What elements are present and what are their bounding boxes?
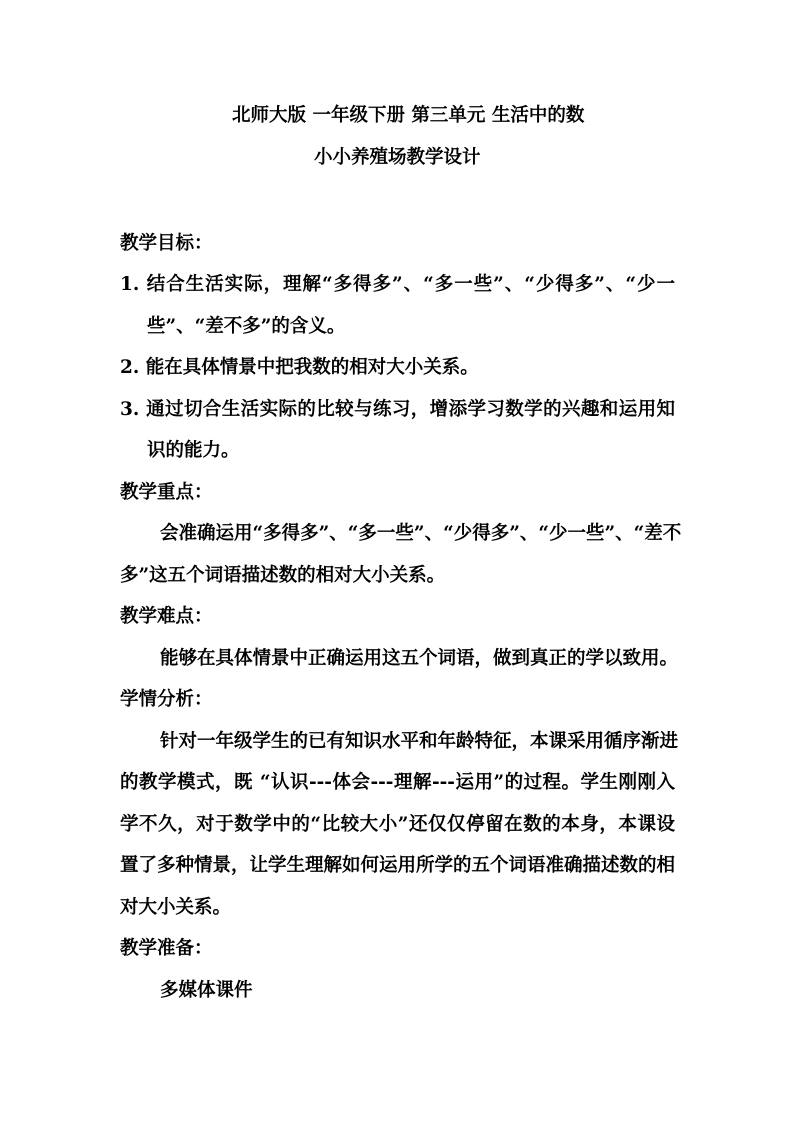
analysis-heading: 学情分析： — [120, 689, 213, 710]
objective-item-3-line-2: 识的能力。 — [147, 440, 240, 461]
analysis-line-1: 针对一年级学生的已有知识水平和年龄特征，本课采用循序渐进 — [160, 731, 679, 752]
analysis-line-2: 的教学模式，既 “认识---体会---理解---运用”的过程。学生刚刚入 — [120, 772, 675, 793]
objective-item-1-line-1: 1. 结合生活实际，理解“多得多”、“多一些”、“少得多”、“少一 — [120, 274, 675, 295]
objective-item-1-line-2: 些”、“差不多”的含义。 — [147, 316, 346, 337]
preparation-line-1: 多媒体课件 — [160, 980, 253, 1001]
analysis-line-3: 学不久，对于数学中的“比较大小”还仅仅停留在数的本身，本课设 — [120, 814, 675, 835]
objective-item-3-line-1: 3. 通过切合生活实际的比较与练习，增添学习数学的兴趣和运用知 — [120, 399, 675, 420]
document-subtitle: 小小养殖场教学设计 — [314, 147, 481, 168]
objectives-heading: 教学目标： — [120, 233, 213, 254]
difficulties-heading: 教学难点： — [120, 606, 213, 627]
key-points-line-1: 会准确运用“多得多”、“多一些”、“少得多”、“少一些”、“差不 — [160, 523, 682, 544]
key-points-line-2: 多”这五个词语描述数的相对大小关系。 — [120, 565, 446, 586]
difficulties-line-1: 能够在具体情景中正确运用这五个词语，做到真正的学以致用。 — [160, 648, 679, 669]
objective-item-2: 2. 能在具体情景中把我数的相对大小关系。 — [120, 357, 479, 378]
analysis-line-5: 对大小关系。 — [120, 897, 232, 918]
key-points-heading: 教学重点： — [120, 482, 213, 503]
analysis-line-4: 置了多种情景，让学生理解如何运用所学的五个词语准确描述数的相 — [120, 855, 676, 876]
preparation-heading: 教学准备： — [120, 938, 213, 959]
document-title: 北师大版 一年级下册 第三单元 生活中的数 — [232, 105, 585, 126]
